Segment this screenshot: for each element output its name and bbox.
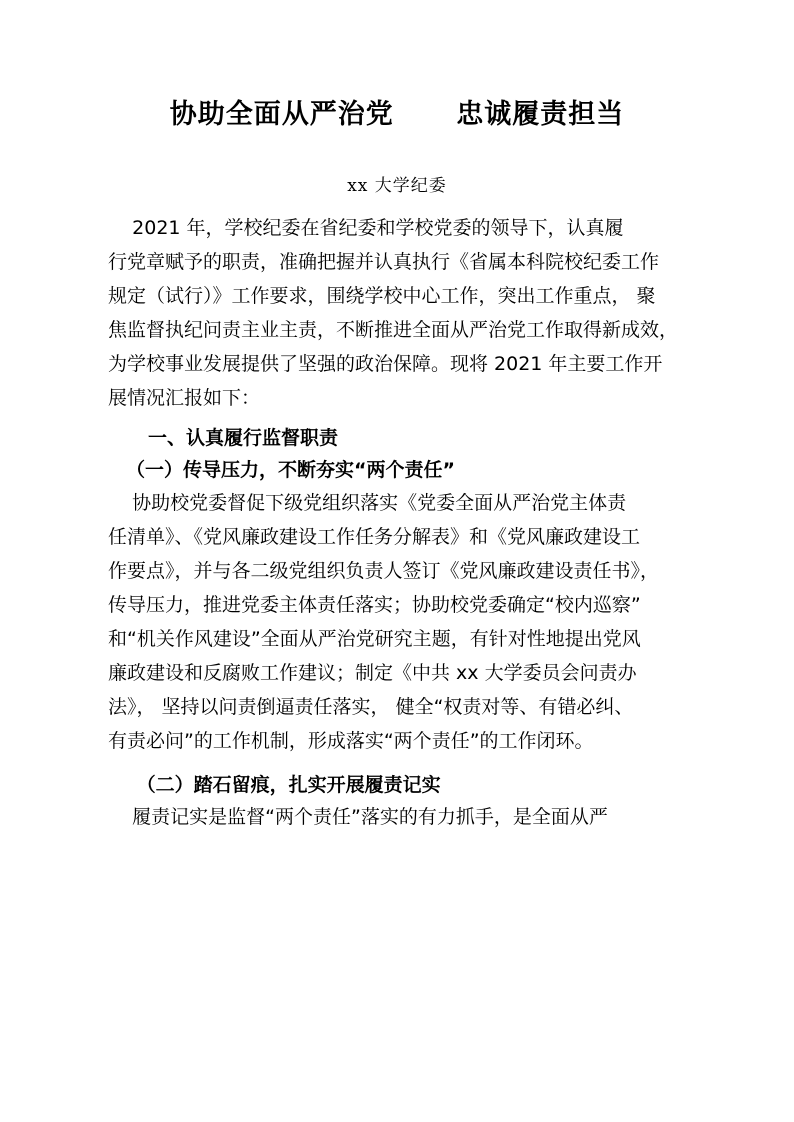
body-line: 和“机关作风建设”全面从严治党研究主题，有针对性地提出党风 — [108, 628, 641, 650]
body-line: 传导压力，推进党委主体责任落实；协助校党委确定“校内巡察” — [108, 594, 641, 616]
document-author: xx 大学纪委 — [347, 176, 447, 196]
body-line: 廉政建设和反腐败工作建议；制定《中共 xx 大学委员会问责办 — [108, 662, 637, 684]
intro-line: 规定（试行）》工作要求，围绕学校中心工作，突出工作重点， 聚 — [108, 285, 656, 307]
intro-line: 为学校事业发展提供了坚强的政治保障。现将 2021 年主要工作开 — [108, 353, 663, 375]
intro-line: 展情况汇报如下： — [108, 387, 261, 409]
body-line: 履责记实是监督“两个责任”落实的有力抓手，是全面从严 — [108, 806, 608, 828]
body-line: 作要点》，并与各二级党组织负责人签订《党风廉政建设责任书》， — [108, 560, 660, 582]
body-line: 任清单》、《党风廉政建设工作任务分解表》和《党风廉政建设工 — [108, 526, 641, 548]
subsection-heading: （一）传导压力，不断夯实“两个责任” — [126, 459, 455, 481]
body-line: 协助校党委督促下级党组织落实《党委全面从严治党主体责 — [108, 492, 627, 514]
body-line: 有责必问”的工作机制，形成落实“两个责任”的工作闭环。 — [108, 730, 594, 752]
body-line: 法》， 坚持以问责倒逼责任落实， 健全“权责对等、有错必纠、 — [108, 696, 634, 718]
intro-line: 行党章赋予的职责，准确把握并认真执行《省属本科院校纪委工作 — [108, 251, 660, 273]
section-heading: 一、认真履行监督职责 — [148, 427, 339, 449]
subsection-heading: （二）踏石留痕，扎实开展履责记实 — [130, 774, 441, 796]
document-title: 协助全面从严治党 忠诚履责担当 — [169, 99, 625, 130]
intro-line: 2021 年，学校纪委在省纪委和学校党委的领导下，认真履 — [108, 217, 624, 239]
intro-line: 焦监督执纪问责主业主责，不断推进全面从严治党工作取得新成效， — [108, 319, 679, 341]
